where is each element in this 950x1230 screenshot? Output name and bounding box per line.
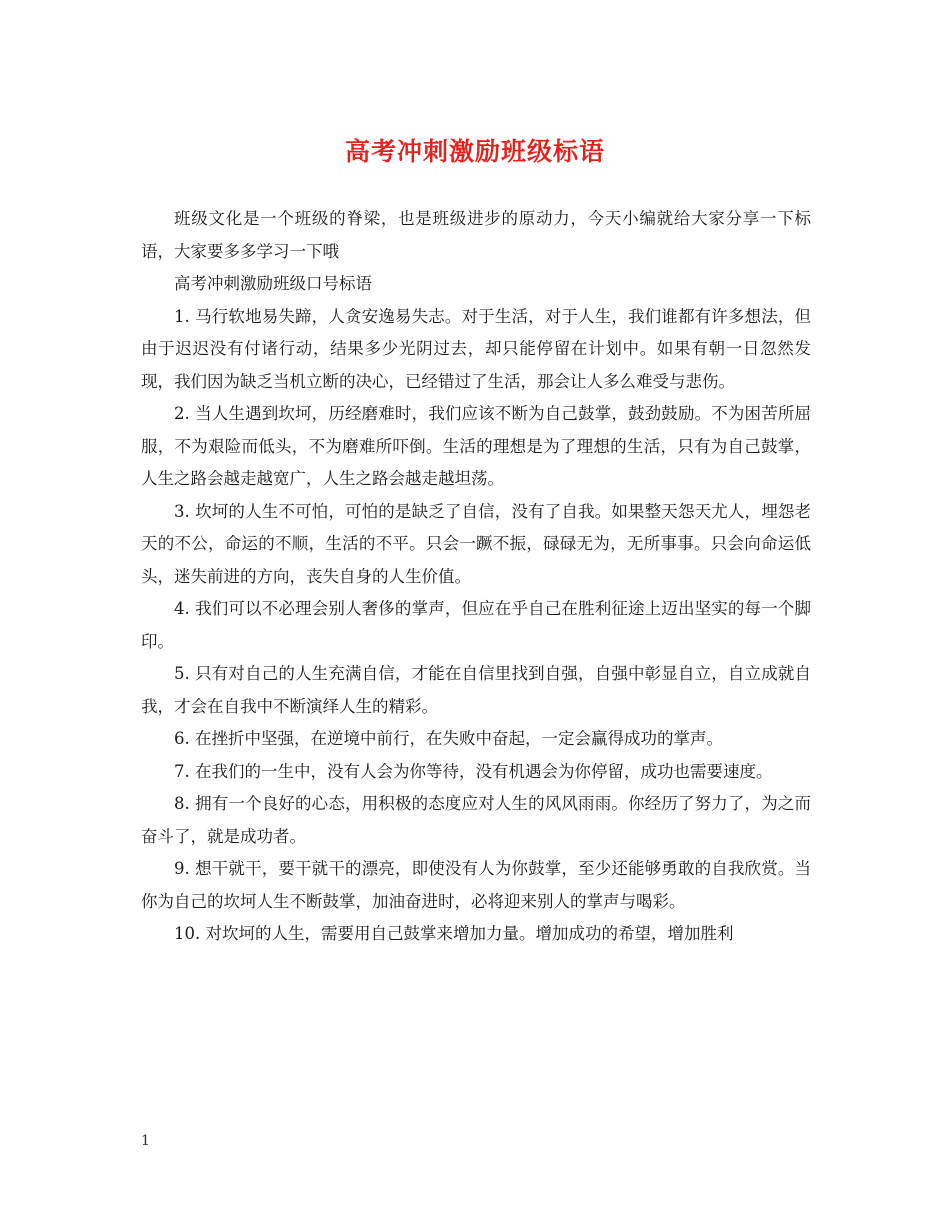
list-item: 4. 我们可以不必理会别人奢侈的掌声，但应在乎自己在胜利征途上迈出坚实的每一个脚印。 bbox=[141, 599, 811, 651]
section-subtitle: 高考冲刺激励班级口号标语 bbox=[174, 274, 372, 293]
list-item: 10. 对坎坷的人生，需要用自己鼓掌来增加力量。增加成功的希望，增加胜利 bbox=[174, 924, 734, 943]
list-item: 7. 在我们的一生中，没有人会为你等待，没有机遇会为你停留，成功也需要速度。 bbox=[174, 761, 773, 781]
list-item: 5. 只有对自己的人生充满自信，才能在自信里找到自强，自强中彰显自立，自立成就自我，才会在自我中不断演绎人生的精彩。 bbox=[141, 664, 811, 716]
list-item: 9. 想干就干，要干就干的漂亮，即使没有人为你鼓掌，至少还能够勇敢的自我欣赏。当你为自己的坎坷人生不断鼓掌，加油奋进时，必将迎来别人的掌声与喝彩。 bbox=[141, 859, 811, 911]
list-item: 8. 拥有一个良好的心态，用积极的态度应对人生的风风雨雨。你经历了努力了，为之而奋斗了，就是成功者。 bbox=[141, 794, 811, 846]
list-item: 3. 坎坷的人生不可怕，可怕的是缺乏了自信，没有了自我。如果整天怨天尤人，埋怨老天的不公，命运的不顺，生活的不平。只会一蹶不振，碌碌无为，无所事事。只会向命运低头，迷失前进的方向，丧失自身的人生价值。 bbox=[141, 501, 811, 586]
document-title: 高考冲刺激励班级标语 bbox=[344, 137, 605, 166]
page-number: 1 bbox=[141, 1133, 150, 1149]
document-body bbox=[141, 203, 811, 951]
list-item: 2. 当人生遇到坎坷，历经磨难时，我们应该不断为自己鼓掌，鼓劲鼓励。不为困苦所屈服，不为艰险而低头，不为磨难所吓倒。生活的理想是为了理想的生活，只有为自己鼓掌，人生之路会越走越宽广，人生之路会越走越坦荡。 bbox=[141, 404, 811, 488]
list-item: 6. 在挫折中坚强，在逆境中前行，在失败中奋起，一定会赢得成功的掌声。 bbox=[174, 729, 723, 748]
intro-paragraph: 班级文化是一个班级的脊梁，也是班级进步的原动力，今天小编就给大家分享一下标语，大家要多多学习一下哦 bbox=[141, 209, 811, 261]
list-item: 1. 马行软地易失蹄，人贪安逸易失志。对于生活，对于人生，我们谁都有许多想法，但由于迟迟没有付诸行动，结果多少光阴过去，却只能停留在计划中。如果有朝一日忽然发现，我们因为缺乏当机立断的决心，已经错过了生活，那会让人多么难受与悲伤。 bbox=[141, 306, 811, 391]
